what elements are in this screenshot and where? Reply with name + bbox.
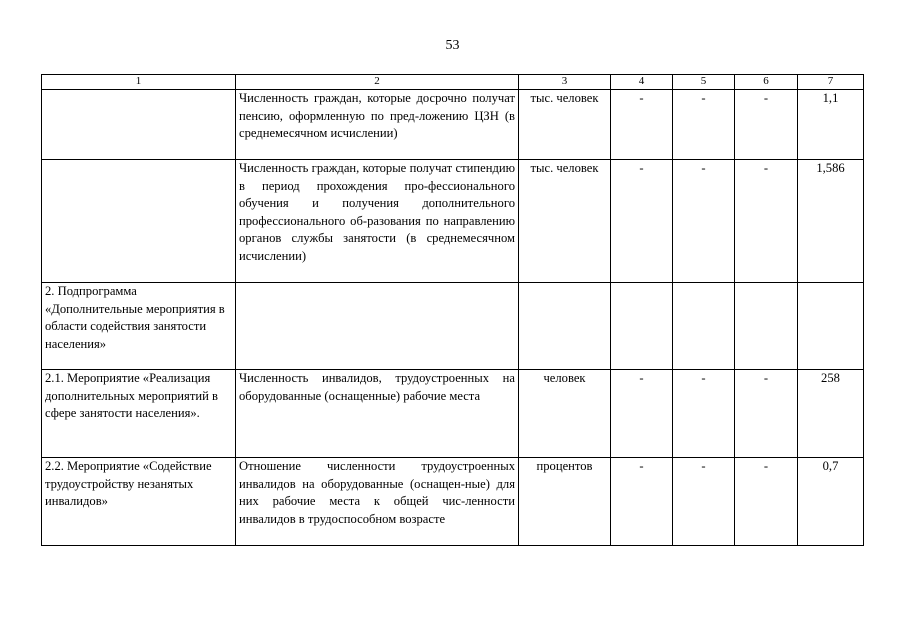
value-cell-6: - [735, 160, 798, 283]
value-cell-7: 0,7 [798, 458, 864, 546]
indicator-cell: Численность граждан, которые получат стипендию в период прохождения про-фессионального обучения и получения дополнительного профессионального об-разования по направлению органов службы занятости (в среднемесячном исчислении) [236, 160, 519, 283]
value-cell-6 [735, 283, 798, 370]
indicator-cell: Отношение численности трудоустроенных инвалидов на оборудованные (оснащен-ные) для них рабочие места к общей чис-ленности инвалидов в трудоспособном возрасте [236, 458, 519, 546]
column-header-5: 5 [673, 75, 735, 90]
unit-cell [519, 283, 611, 370]
table-row [42, 283, 864, 370]
table-header-row [42, 75, 864, 90]
table-row [42, 370, 864, 458]
value-cell-4: - [611, 370, 673, 458]
column-header-1: 1 [42, 75, 236, 90]
unit-cell: человек [519, 370, 611, 458]
program-cell [42, 90, 236, 160]
indicator-cell: Численность инвалидов, трудоустроенных на оборудованные (оснащенные) рабочие места [236, 370, 519, 458]
value-cell-4: - [611, 458, 673, 546]
program-cell: 2.2. Мероприятие «Содействие трудоустройству незанятых инвалидов» [42, 458, 236, 546]
value-cell-6: - [735, 458, 798, 546]
program-cell: 2.1. Мероприятие «Реализация дополнительных мероприятий в сфере занятости населения». [42, 370, 236, 458]
value-cell-7 [798, 283, 864, 370]
column-header-4: 4 [611, 75, 673, 90]
table-row [42, 458, 864, 546]
value-cell-6: - [735, 90, 798, 160]
table-row [42, 90, 864, 160]
column-header-6: 6 [735, 75, 798, 90]
value-cell-7: 1,586 [798, 160, 864, 283]
indicators-table [41, 74, 864, 546]
value-cell-7: 1,1 [798, 90, 864, 160]
unit-cell: тыс. человек [519, 160, 611, 283]
value-cell-6: - [735, 370, 798, 458]
column-header-2: 2 [236, 75, 519, 90]
value-cell-5: - [673, 160, 735, 283]
page-number: 53 [445, 38, 460, 53]
value-cell-7: 258 [798, 370, 864, 458]
value-cell-4: - [611, 160, 673, 283]
value-cell-5: - [673, 370, 735, 458]
value-cell-5 [673, 283, 735, 370]
indicator-cell [236, 283, 519, 370]
indicator-cell: Численность граждан, которые досрочно получат пенсию, оформленную по пред-ложению ЦЗН (в среднемесячном исчислении) [236, 90, 519, 160]
value-cell-4 [611, 283, 673, 370]
column-header-3: 3 [519, 75, 611, 90]
value-cell-4: - [611, 90, 673, 160]
table-row [42, 160, 864, 283]
unit-cell: процентов [519, 458, 611, 546]
program-cell [42, 160, 236, 283]
value-cell-5: - [673, 90, 735, 160]
program-cell: 2. Подпрограмма «Дополнительные мероприятия в области содействия занятости населения» [42, 283, 236, 370]
unit-cell: тыс. человек [519, 90, 611, 160]
value-cell-5: - [673, 458, 735, 546]
column-header-7: 7 [798, 75, 864, 90]
